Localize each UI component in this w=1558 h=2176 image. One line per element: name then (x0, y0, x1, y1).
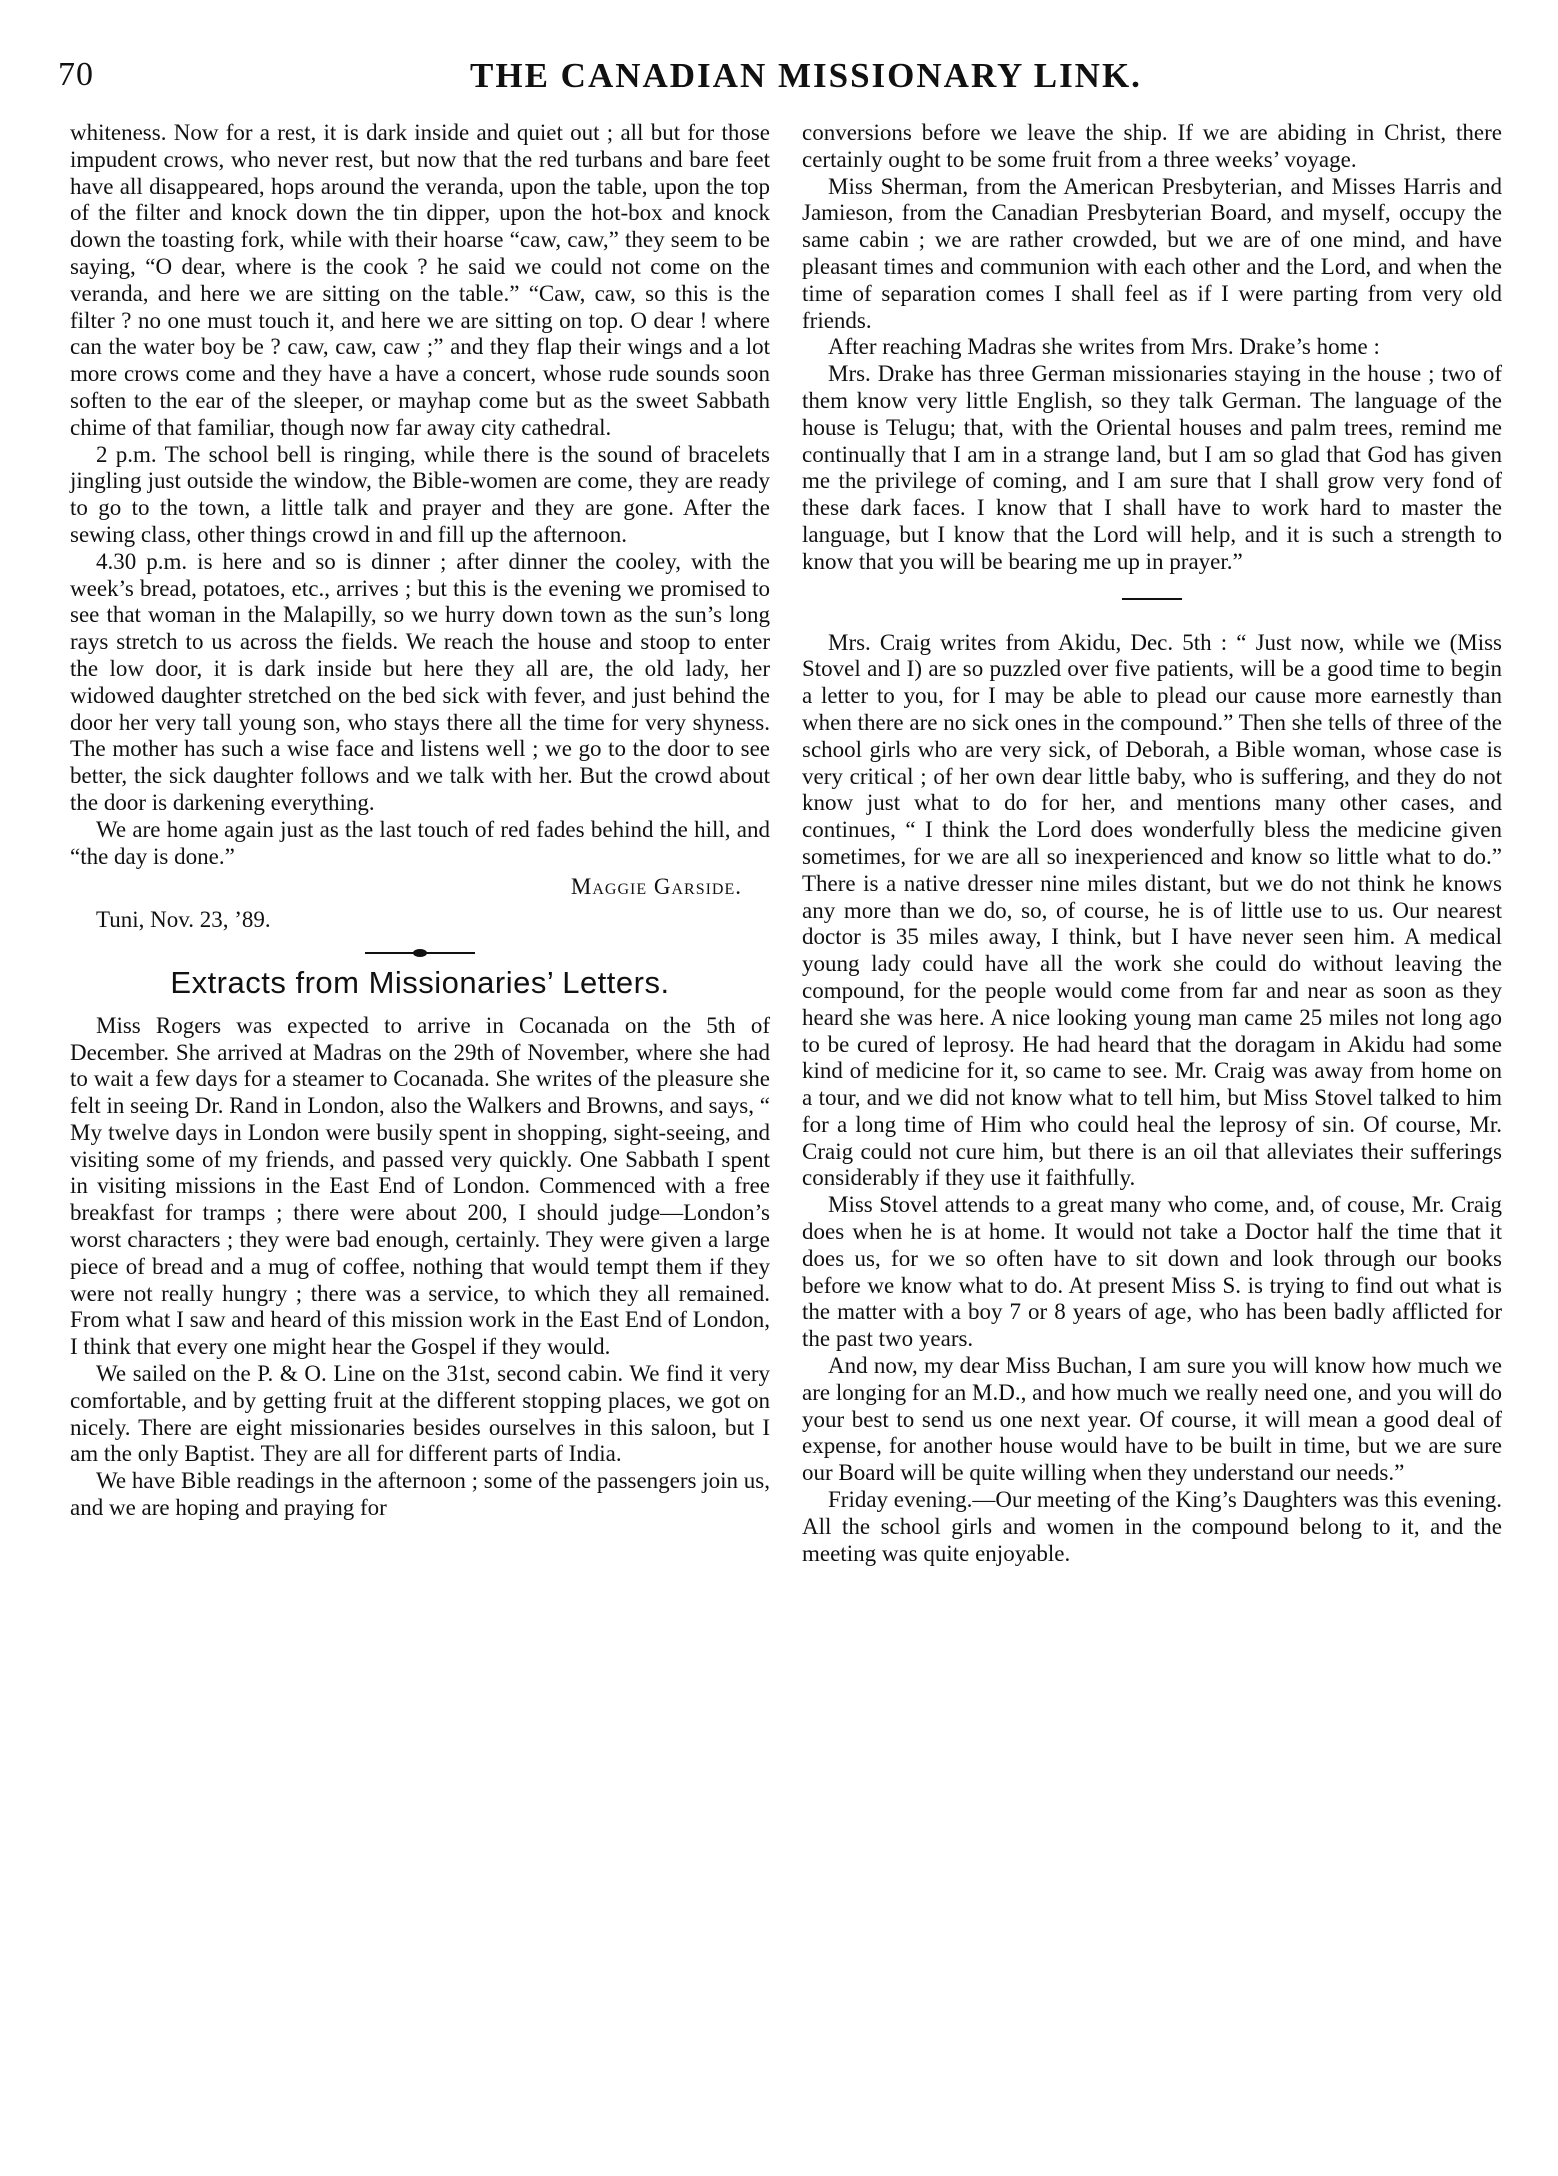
running-head-title: THE CANADIAN MISSIONARY LINK. (470, 56, 1142, 95)
paragraph: 2 p.m. The school bell is ringing, while there is the sound of bracelets jingling just outside the window, the Bible-women are come, they are ready to go to the town, a little talk and prayer and they are gone. After the sewing class, other things crowd in and fill up the afternoon. (70, 441, 770, 547)
paragraph: Miss Stovel attends to a great many who come, and, of couse, Mr. Craig does when he is at home. It would not take a Doctor half the time that it does us, for we so often have to sit down and look through our books before we know what to do. At present Miss S. is trying to find out what is the matter with a boy 7 or 8 years of age, who has been badly afflicted for the past two years. (802, 1192, 1502, 1352)
paragraph: And now, my dear Miss Buchan, I am sure you will know how much we are longing for an M.D., and how much we really need one, and you will do your best to send us one next year. Of course, it will mean a good deal of expense, for another house would have to be built in time, but we are sure our Board will be quite willing when they understand our needs.” (802, 1353, 1502, 1486)
divider (1122, 598, 1182, 600)
paragraph: We sailed on the P. & O. Line on the 31st, second cabin. We find it very comfortable, and by getting fruit at the different stopping places, we got on nicely. There are eight missionaries besides ourselves in this saloon, but I am the only Baptist. They are all for different parts of India. (70, 1361, 770, 1467)
author-signature: Maggie Garside. (570, 874, 742, 900)
page-number: 70 (58, 56, 94, 93)
paragraph: We are home again just as the last touch of red fades behind the hill, and “the day is done.” (70, 816, 770, 869)
paragraph: Mrs. Craig writes from Akidu, Dec. 5th : “ Just now, while we (Miss Stovel and I) are so puzzled over five patients, will be a good time to begin a letter to you, for I may be able to plead our cause more earnestly than when there are no sick ones in the compound.” Then she tells of three of the school girls who are very sick, of Deborah, a Bible woman, whose case is very critical ; of her own dear little baby, who is suffering, and they do not know just what to do for her, and mentions many other cases, and continues, “ I think the Lord does wonderfully bless the medicine given sometimes, for we are all so inexperienced and know so little what to do.” There is a native dresser nine miles distant, but we do not think he knows any more than we do, so, of course, he is of little use to us. Our nearest doctor is 35 miles away, I think, but I have never seen him. A medical young lady could have all the work she could do without leaving the compound, for the people would come from far and near as soon as they heard she was here. A nice looking young man came 25 miles not long ago to be cured of leprosy. He had heard that the doragam in Akidu had some kind of medicine for it, so came to see. Mr. Craig was away from home on a tour, and we did not know what to tell him, but Miss Stovel talked to him for a long time of Him who could heal the leprosy of sin. Of course, Mr. Craig could not cure him, but there is an oil that alleviates their sufferings considerably if they use it faithfully. (802, 629, 1502, 1191)
paragraph: Miss Sherman, from the American Presbyterian, and Misses Harris and Jamieson, from the Canadian Presbyterian Board, and myself, occupy the same cabin ; we are rather crowded, but we are of one mind, and have pleasant times and communion with each other and the Lord, and when the time of separation comes I shall feel as if I were parting from very old friends. (802, 173, 1502, 333)
paragraph: We have Bible readings in the afternoon ; some of the passengers join us, and we are hoping and praying for (70, 1468, 770, 1521)
paragraph: After reaching Madras she writes from Mrs. Drake’s home : (828, 334, 1380, 360)
left-column (70, 120, 770, 1522)
paragraph: Friday evening.—Our meeting of the King’s Daughters was this evening. All the school girls and women in the compound belong to it, and the meeting was quite enjoyable. (802, 1487, 1502, 1566)
dateline: Tuni, Nov. 23, ’89. (96, 907, 271, 933)
ornamental-divider (365, 952, 475, 954)
paragraph: whiteness. Now for a rest, it is dark inside and quiet out ; all but for those impudent crows, who never rest, but now that the red turbans and bare feet have all disappeared, hops around the veranda, upon the table, upon the top of the filter and knock down the tin dipper, upon the hot-box and knock down the toasting fork, while with their hoarse “caw, caw,” they seem to be saying, “O dear, where is the cook ? he said we could not come on the veranda, and here we are sitting on the table.” “Caw, caw, so this is the filter ? no one must touch it, and here we are sitting on top. O dear ! where can the water boy be ? caw, caw, caw ;” and they flap their wings and a lot more crows come and they have a have a concert, whose rude sounds soon soften to the ear of the sleeper, or mayhap come but as the sweet Sabbath chime of that familiar, though now far away city cathedral. (70, 120, 770, 440)
paragraph: Miss Rogers was expected to arrive in Cocanada on the 5th of December. She arrived at Madras on the 29th of November, where she had to wait a few days for a steamer to Cocanada. She writes of the pleasure she felt in seeing Dr. Rand in London, also the Walkers and Browns, and says, “ My twelve days in London were busily spent in shopping, sight-seeing, and visiting some of my friends, and passed very quickly. One Sabbath I spent in visiting missions in the East End of London. Commenced with a free breakfast for tramps ; there were about 200, I should judge—London’s worst characters ; they were bad enough, certainly. They were given a large piece of bread and a mug of coffee, nothing that would tempt them if they were not really hungry ; there was a service, to which they all remained. From what I saw and heard of this mission work in the East End of London, I think that every one might hear the Gospel if they would. (70, 1012, 770, 1360)
right-column (802, 120, 1502, 1567)
paragraph: 4.30 p.m. is here and so is dinner ; after dinner the cooley, with the week’s bread, potatoes, etc., arrives ; but this is the evening we promised to see that woman in the Malapilly, so we hurry down town as the sun’s long rays stretch to us across the fields. We reach the house and stoop to enter the low door, it is dark inside but here they all are, the old lady, her widowed daughter stretched on the bed sick with fever, and just behind the door her very tall young son, who stays there all the time for very shyness. The mother has such a wise face and listens well ; we go to the door to see better, the sick daughter follows and we talk with her. But the crowd about the door is darkening everything. (70, 548, 770, 815)
paragraph: Mrs. Drake has three German missionaries staying in the house ; two of them know very little English, so they talk German. The language of the house is Telugu; that, with the Oriental houses and palm trees, remind me continually that I am in a strange land, but I am so glad that God has given me the privilege of coming, and I am sure that I shall grow very fond of these dark faces. I know that I shall have to work hard to master the language, but I know that the Lord will help, and it is such a strength to know that you will be bearing me up in prayer.” (802, 361, 1502, 574)
section-title: Extracts from Missionaries’ Letters. (170, 964, 670, 1000)
paragraph: conversions before we leave the ship. If we are abiding in Christ, there certainly ought to be some fruit from a three weeks’ voyage. (802, 120, 1502, 172)
